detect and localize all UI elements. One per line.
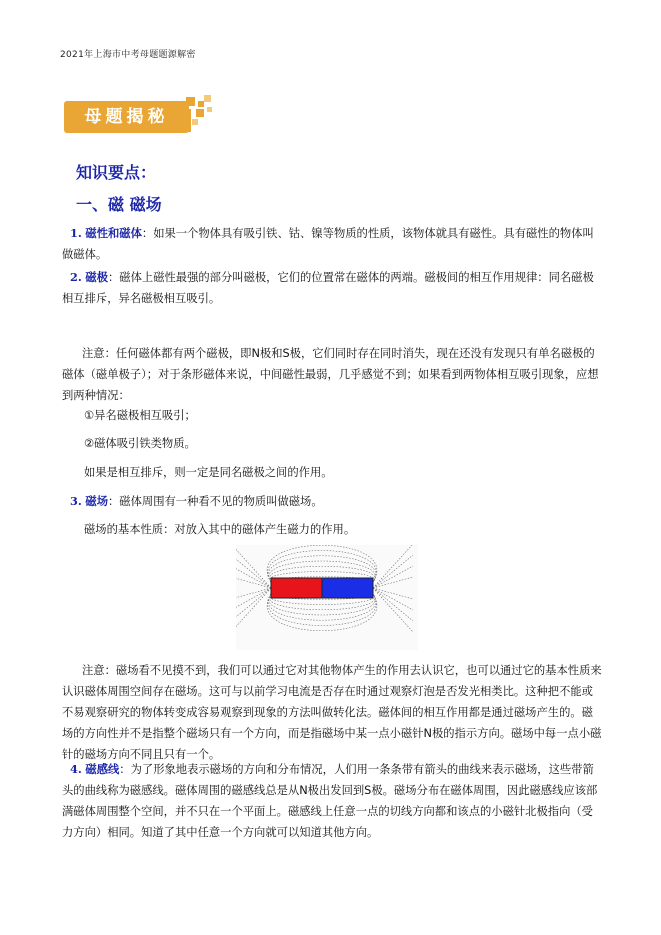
- item-term: 磁感线: [85, 763, 120, 776]
- item-number: 1.: [70, 226, 82, 240]
- chapter-title: 一、磁 磁场: [76, 195, 162, 214]
- item-number: 3.: [70, 494, 82, 508]
- item-field-lines: [62, 759, 602, 843]
- case-opposite-attract: ①异名磁极相互吸引；: [84, 409, 196, 422]
- item-text: ：为了形象地表示磁场的方向和分布情况，人们用一条条带有箭头的曲线来表示磁场，这些带箭头的曲线称为磁感线。磁体周围的磁感线总是从N极出发回到S极。磁场分布在磁体周围，因此磁感线应该部满磁体周围整个空间，并不只在一个平面上。磁感线上任意一点的切线方向都和该点的小磁针北极指向（受力方向）相同。知道了其中任意一个方向就可以知道其他方向。: [62, 763, 598, 839]
- item-text: ：磁体上磁性最强的部分叫磁极，它们的位置常在磁体的两端。磁极间的相互作用规律：同名磁极相互排斥，异名磁极相互吸引。: [62, 271, 594, 305]
- note-field: 注意：磁场看不见摸不到，我们可以通过它对其他物体产生的作用去认识它，也可以通过它的基本性质来认识磁体周围空间存在磁场。这可与以前学习电流是否存在时通过观察灯泡是否发光相类比。这种把不能或不易观察研究的物体转变成容易观察到现象的方法叫做转化法。磁体间的相互作用都是通过磁场产生的。磁场的方向性并不是指整个磁场只有一个方向，而是指磁场中某一点小磁针N极的指示方向。磁场中每一点小磁针的磁场方向不同且只有一个。: [62, 664, 602, 761]
- case-iron-attract: ②磁体吸引铁类物质。: [84, 437, 196, 450]
- item-number: 4.: [70, 762, 82, 776]
- banner-deco-icon: [174, 95, 224, 137]
- section-banner: [64, 95, 224, 137]
- magnet-south-pole: [322, 578, 373, 598]
- field-basic-property: 磁场的基本性质：对放入其中的磁体产生磁力的作用。: [84, 523, 356, 536]
- section-knowledge-points: 知识要点：: [76, 163, 157, 182]
- item-text: ：磁体周围有一种看不见的物质叫做磁场。: [108, 495, 323, 508]
- item-magnetism: [62, 223, 602, 265]
- banner-label: 母题揭秘: [64, 101, 189, 133]
- item-term: 磁极: [85, 271, 108, 284]
- page-header: 2021年上海市中考母题题源解密: [60, 50, 196, 60]
- item-magnetic-poles: [62, 267, 602, 309]
- item-number: 2.: [70, 270, 82, 284]
- item-term: 磁场: [85, 495, 108, 508]
- note-poles: 注意：任何磁体都有两个磁极，即N极和S极，它们同时存在同时消失，现在还没有发现只有单名磁极的磁体（磁单极子）；对于条形磁体来说，中间磁性最弱，几乎感觉不到；如果看到两物体相互吸引现象，应想到两种情况：: [62, 347, 599, 402]
- magnet-north-pole: [271, 578, 322, 598]
- item-magnetic-field: [62, 491, 602, 512]
- item-term: 磁性和磁体: [85, 227, 142, 240]
- repel-note: 如果是相互排斥，则一定是同名磁极之间的作用。: [84, 466, 333, 479]
- bar-magnet-field-image: [236, 545, 418, 650]
- item-text: ：如果一个物体具有吸引铁、钴、镍等物质的性质，该物体就具有磁性。具有磁性的物体叫做磁体。: [62, 227, 594, 261]
